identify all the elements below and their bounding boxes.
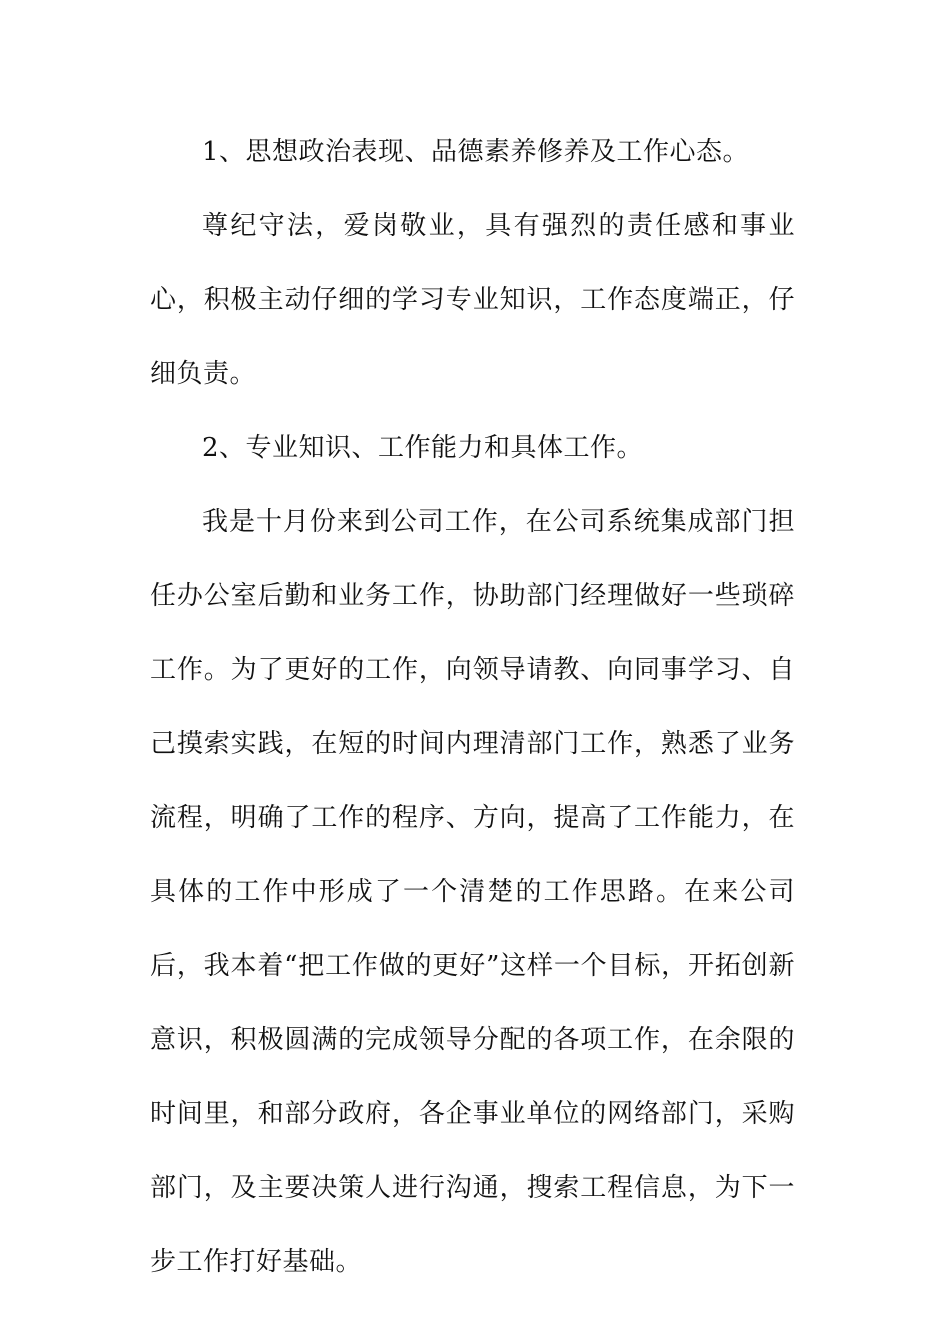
document-body	[150, 115, 795, 1299]
paragraph-work: 我是十月份来到公司工作，在公司系统集成部门担任办公室后勤和业务工作，协助部门经理做好一些琐碎工作。为了更好的工作，向领导请教、向同事学习、自己摸索实践，在短的时间内理清部门工作，熟悉了业务流程，明确了工作的程序、方向，提高了工作能力，在具体的工作中形成了一个清楚的工作思路。在来公司后，我本着“把工作做的更好”这样一个目标，开拓创新意识，积极圆满的完成领导分配的各项工作，在余限的时间里，和部分政府，各企事业单位的网络部门，采购部门，及主要决策人进行沟通，搜索工程信息，为下一步工作打好基础。	[150, 507, 795, 1277]
section-heading-2: 2、专业知识、工作能力和具体工作。	[202, 433, 644, 463]
paragraph-attitude: 尊纪守法，爱岗敬业，具有强烈的责任感和事业心，积极主动仔细的学习专业知识，工作态度端正，仔细负责。	[150, 211, 795, 389]
section-heading-1: 1、思想政治表现、品德素养修养及工作心态。	[202, 137, 750, 167]
